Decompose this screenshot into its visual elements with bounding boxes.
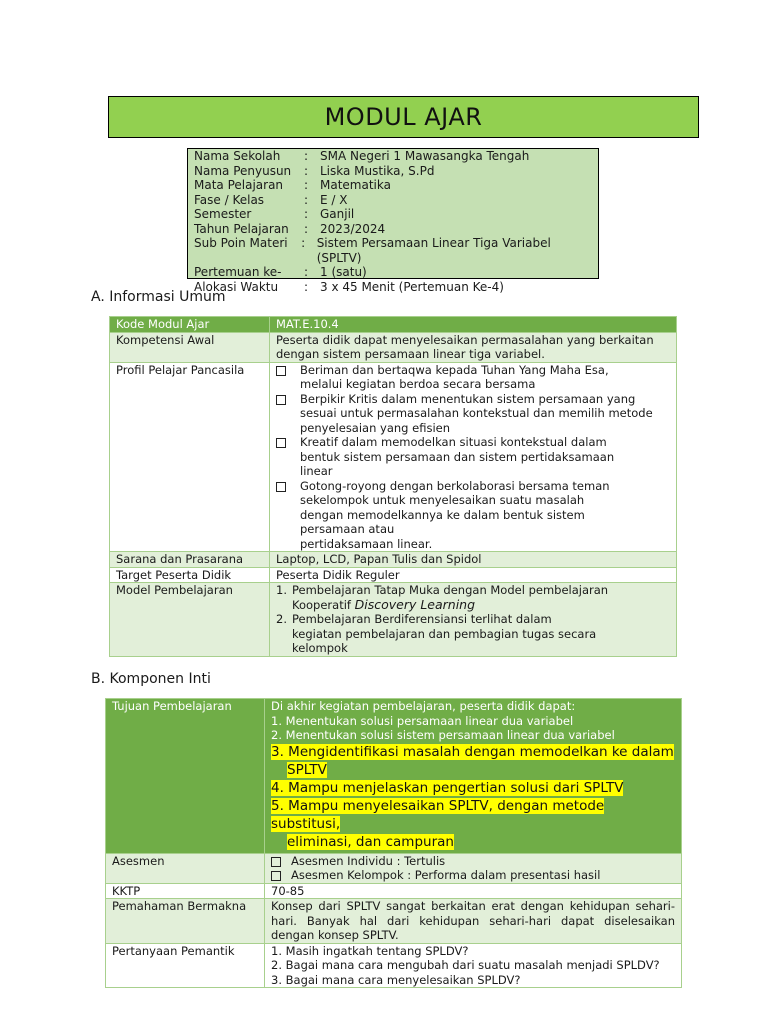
row-label: Target Peserta Didik: [110, 567, 270, 583]
tujuan-item: 2. Menentukan solusi sistem persamaan linear dua variabel: [271, 728, 615, 742]
list-item: 1. Pembelajaran Tatap Muka dengan Model pembelajaran Kooperatif Discovery Learning: [276, 583, 609, 612]
checkbox-icon: [271, 871, 281, 881]
identity-value: 2023/2024: [320, 221, 386, 236]
identity-key: Alokasi Waktu: [194, 279, 279, 294]
checkbox-icon: [276, 395, 286, 405]
identity-row: [194, 207, 592, 222]
colon: :: [304, 178, 309, 192]
row-value: Peserta didik dapat menyelesaikan permasalahan yang berkaitan dengan sistem persamaan linear tiga variabel.: [270, 332, 677, 362]
row-label: Tujuan Pembelajaran: [106, 699, 265, 854]
colon: :: [301, 236, 306, 250]
table-row: [106, 699, 682, 854]
row-value: MAT.E.10.4: [270, 317, 677, 333]
informasi-umum-table: [109, 316, 677, 657]
checkbox-icon: [276, 438, 286, 448]
identity-row: [194, 178, 592, 193]
list-item: Kreatif dalam memodelkan situasi kontekstual dalam bentuk sistem persamaan dan sistem pertidaksamaan linear: [276, 435, 670, 479]
document-title: MODUL AJAR: [108, 96, 699, 138]
list-item: Asesmen Individu : Tertulis: [271, 854, 675, 869]
identity-key: Sub Poin Materi: [194, 236, 288, 250]
section-b-heading: B. Komponen Inti: [91, 671, 211, 687]
list-item: Gotong-royong dengan berkolaborasi bersama teman sekelompok untuk menyelesaikan suatu masalah dengan memodelkannya ke dalam bentuk sistem persamaan atau pertidaksamaan linear.: [276, 479, 670, 552]
identity-value: E / X: [320, 192, 348, 207]
tujuan-item-highlighted: 4. Mampu menjelaskan pengertian solusi dari SPLTV: [271, 779, 624, 796]
table-row: [110, 567, 677, 583]
komponen-inti-table: [105, 698, 682, 988]
identity-key: Fase / Kelas: [194, 192, 265, 207]
row-value: 70-85: [265, 883, 682, 899]
identity-row: [194, 236, 592, 265]
identity-value: Ganjil: [320, 207, 355, 221]
asesmen-list: [271, 854, 675, 883]
identity-key: Pertemuan ke-: [194, 265, 282, 279]
colon: :: [304, 221, 309, 236]
list-item: 3. Bagai mana cara menyelesaikan SPLDV?: [271, 972, 521, 987]
row-label: Model Pembelajaran: [110, 583, 270, 657]
table-row: [106, 899, 682, 944]
identity-value: 3 x 45 Menit (Pertemuan Ke-4): [320, 279, 504, 294]
colon: :: [304, 149, 309, 163]
identity-key: Tahun Pelajaran: [194, 221, 289, 236]
table-row: [110, 583, 677, 657]
table-row: [110, 362, 677, 552]
checkbox-icon: [276, 366, 286, 376]
table-row: [110, 552, 677, 568]
identity-row: [194, 164, 592, 179]
identity-box: [187, 148, 599, 294]
tujuan-item-highlighted: 5. Mampu menyelesaikan SPLTV, dengan metode substitusi,: [271, 797, 605, 832]
list-item: Beriman dan bertaqwa kepada Tuhan Yang Maha Esa, melalui kegiatan berdoa secara bersama: [276, 363, 670, 392]
colon: :: [304, 163, 309, 178]
checkbox-icon: [276, 482, 286, 492]
identity-value: 1 (satu): [320, 265, 367, 279]
identity-row: [194, 222, 592, 237]
row-label: Pertanyaan Pemantik: [106, 943, 265, 988]
colon: :: [304, 279, 309, 294]
tujuan-intro: Di akhir kegiatan pembelajaran, peserta didik dapat:: [271, 699, 576, 713]
colon: :: [304, 265, 309, 279]
identity-row: [194, 193, 592, 208]
row-value: [265, 853, 682, 883]
identity-row: [194, 149, 592, 164]
list-item: Asesmen Kelompok : Performa dalam presentasi hasil: [271, 868, 675, 883]
identity-key: Nama Sekolah: [194, 149, 281, 163]
table-row: [110, 317, 677, 333]
row-value: Konsep dari SPLTV sangat berkaitan erat dengan kehidupan sehari-hari. Banyak hal dari kehidupan sehari-hari dapat diselesaikan dengan konsep SPLTV.: [265, 899, 682, 944]
list-item: 1. Masih ingatkah tentang SPLDV?: [271, 943, 469, 958]
row-label: KKTP: [106, 883, 265, 899]
row-label: Profil Pelajar Pancasila: [110, 362, 270, 552]
table-row: [106, 853, 682, 883]
identity-key: Mata Pelajaran: [194, 178, 284, 192]
row-value: Di akhir kegiatan pembelajaran, peserta didik dapat: 1. Menentukan solusi persamaan linear dua variabel 2. Menentukan solusi sistem persamaan linear dua variabel 3. Mengidentifikasi masalah dengan memodelkan ke dalam SPLTV 4. Mampu menjelaskan pengertian solusi dari SPLTV 5. Mampu menyelesaikan SPLTV, dengan metode substitusi, eliminasi, dan campuran: [265, 699, 682, 854]
tujuan-item: 1. Menentukan solusi persamaan linear dua variabel: [271, 713, 574, 728]
row-label: Kompetensi Awal: [110, 332, 270, 362]
identity-value: Matematika: [320, 178, 391, 192]
checkbox-icon: [271, 857, 281, 867]
identity-value: SMA Negeri 1 Mawasangka Tengah: [320, 149, 530, 163]
row-value: Peserta Didik Reguler: [270, 567, 677, 583]
row-value: Laptop, LCD, Papan Tulis dan Spidol: [270, 552, 677, 568]
table-row: [110, 332, 677, 362]
colon: :: [304, 207, 309, 221]
section-a-heading: A. Informasi Umum: [91, 289, 226, 305]
identity-key: Semester: [194, 207, 252, 221]
row-value: [265, 943, 682, 988]
identity-key: Nama Penyusun: [194, 163, 292, 178]
list-item: 2. Pembelajaran Berdiferensiansi terlihat dalam kegiatan pembelajaran dan pembagian tugas secara kelompok: [276, 612, 597, 655]
identity-value: Liska Mustika, S.Pd: [320, 163, 435, 178]
row-label: Pemahaman Bermakna: [106, 899, 265, 944]
colon: :: [304, 192, 309, 207]
identity-value: Sistem Persamaan Linear Tiga Variabel (SPLTV): [316, 236, 551, 265]
table-row: [106, 883, 682, 899]
row-value: [270, 362, 677, 552]
table-row: [106, 943, 682, 988]
identity-row: [194, 265, 592, 280]
row-label: Asesmen: [106, 853, 265, 883]
row-label: Sarana dan Prasarana: [110, 552, 270, 568]
identity-row: [194, 280, 592, 295]
tujuan-item-highlighted: 3. Mengidentifikasi masalah dengan memodelkan ke dalam: [271, 743, 674, 760]
row-label: Kode Modul Ajar: [110, 317, 270, 333]
profil-list: [276, 363, 670, 552]
list-item: 2. Bagai mana cara mengubah dari suatu masalah menjadi SPLDV?: [271, 958, 660, 972]
model-list: [276, 583, 670, 656]
row-value: [270, 583, 677, 657]
list-item: Berpikir Kritis dalam menentukan sistem persamaan yang sesuai untuk permasalahan kontekstual dan memilih metode penyelesaian yang efisien: [276, 392, 670, 436]
